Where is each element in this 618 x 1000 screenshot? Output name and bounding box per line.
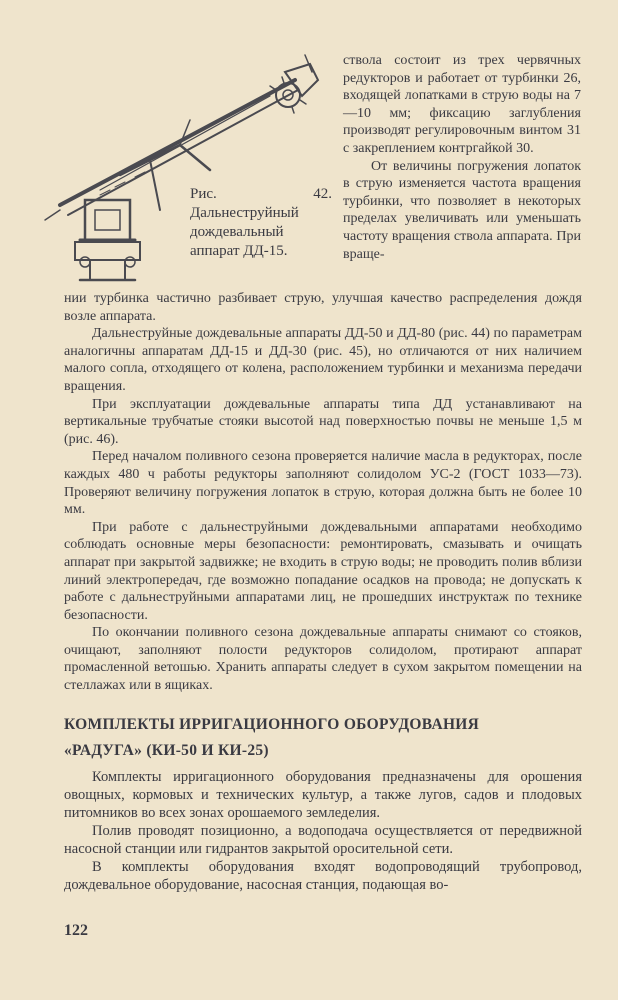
paragraph-continuation: нии турбинка частично разбивает струю, улучшая качество распределения дождя возле аппарата. [64,291,582,324]
paragraph: Комплекты ирригационного оборудования предназначены для орошения овощных, кормовых и технических культур, а также лугов, садов и плодовых питомников во всех зонах орошаемого земледелия. [64,769,582,821]
right-column-text [343,52,581,263]
paragraph: Полив проводят позиционно, а водоподача осуществляется от передвижной насосной станции или гидрантов закрытой оросительной сети. [64,823,582,857]
paragraph: В комплекты оборудования входят водопроводящий трубопровод, дождевальное оборудование, насосная станция, подающая во- [64,859,582,893]
paragraph: При эксплуатации дождевальные аппараты типа ДД устанавливают на вертикальные трубчатые стояки высотой над поверхностью почвы не меньше 1,5 м (рис. 46). [64,396,582,447]
page-number: 122 [64,922,88,939]
paragraph: По окончании поливного сезона дождевальные аппараты снимают со стояков, очищают, заполняют полости редукторов солидолом, протирают аппарат промасленной ветошью. Хранить аппараты следует в сухом закрытом помещении на стеллажах или в ящиках. [64,625,582,694]
figure-caption: Рис. 42. Дальнеструйный дождевальный аппарат ДД-15. [190,186,332,259]
heading-line: «РАДУГА» (КИ-50 И КИ-25) [64,742,269,759]
paragraph: При работе с дальнеструйными дождевальными аппаратами необходимо соблюдать основные меры безопасности: ремонтировать, смазывать и очищать аппарат при закрытой задвижке; не входить в струю воды; не проводить полив вблизи линий электропередач, где возможно попадание осадков на провода; не допускать к работе с дальнеструйными аппаратами лиц, не прошедших инструктаж по технике безопасности. [64,519,582,623]
section-text [64,768,582,894]
body-text [64,290,582,695]
paragraph: Перед началом поливного сезона проверяется наличие масла в редукторах, после каждых 480 ч работы редукторы заполняют солидолом УС-2 (ГОСТ 1033—73). Проверяют величину погружения лопаток в струю, которая должна быть не более 10 мм. [64,449,582,518]
paragraph: От величины погружения лопаток в струю изменяется частота вращения турбинки, что позволяет в некоторых пределах увеличивать или уменьшать частоту вращения ствола аппарата. При враще- [343,158,581,262]
paragraph: Дальнеструйные дождевальные аппараты ДД-50 и ДД-80 (рис. 44) по параметрам аналогичны аппаратам ДД-15 и ДД-30 (рис. 45), но отличаются от них наличием малого сопла, отходящего от колена, расположением турбинки и механизма передачи вращения. [64,326,582,394]
heading-line: КОМПЛЕКТЫ ИРРИГАЦИОННОГО ОБОРУДОВАНИЯ [64,716,480,733]
paragraph: ствола состоит из трех червячных редукторов и работает от турбинки 26, входящей лопатками в струю воды на 7—10 мм; фиксацию заглубления производят регулировочным винтом 31 с закреплением контргайкой 30. [343,53,581,156]
section-heading [64,712,582,764]
